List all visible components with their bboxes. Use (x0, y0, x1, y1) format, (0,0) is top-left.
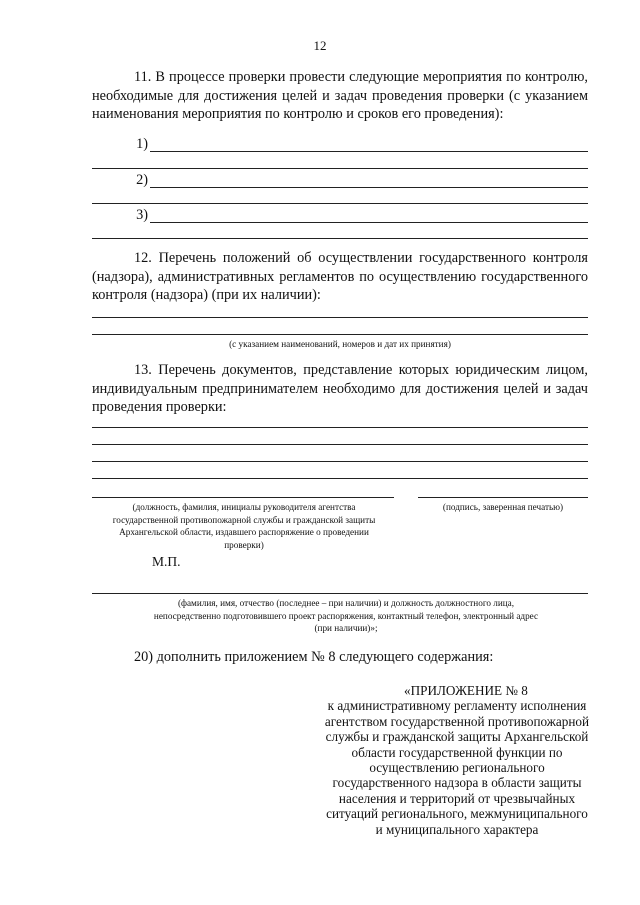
official-line (92, 593, 588, 594)
signature-sign-line (418, 497, 588, 498)
fill-line (150, 222, 588, 223)
item-11-line-3 (92, 207, 588, 227)
page-number: 12 (313, 38, 327, 53)
item-13-text: 13. Перечень документов, представление которых юридическим лицом, индивидуальным предпринимателем необходимо для достижения целей и задач проведения проверки: (92, 362, 588, 415)
item-11-line-1 (92, 136, 588, 156)
fill-line (92, 203, 588, 204)
item-11-line-1-label: 1) (136, 136, 148, 152)
stamp-label: М.П. (152, 554, 181, 569)
fill-line (92, 444, 588, 445)
item-20-text: 20) дополнить приложением № 8 следующего содержания: (134, 649, 494, 665)
fill-line (92, 427, 588, 428)
item-12-text: 12. Перечень положений об осуществлении государственного контроля (надзора), административных регламентов по осуществлению государственного контроля (надзора) (при их наличии): (92, 250, 588, 303)
fill-line (92, 317, 588, 318)
fill-line (92, 168, 588, 169)
official-caption: (фамилия, имя, отчество (последнее – при наличии) и должность должностного лица, непосредственно подготовившего проект распоряжения, контактный телефон, электронный адрес (при наличии)»; (153, 598, 539, 633)
item-11-text: 11. В процессе проверки провести следующие мероприятия по контролю, необходимые для достижения целей и задач проведения проверки (с указанием наименования мероприятия по контролю и сроков его проведения): (92, 69, 588, 122)
item-11-line-2-label: 2) (136, 172, 148, 188)
signature-right-caption: (подпись, заверенная печатью) (442, 502, 564, 512)
annex-body: к административному регламенту исполнения агентством государственной противопожарной службы и гражданской защиты Архангельской области государственной функции по осуществлению регионального государственного надзора в области защиты населения и территорий от чрезвычайных ситуаций регионального, межмуниципального и муниципального характера (324, 698, 590, 837)
fill-line (92, 461, 588, 462)
signature-left-caption: (должность, фамилия, инициалы руководителя агентства государственной противопожарной службы и гражданской защиты Архангельской области, издавшего распоряжение о проведении проверки) (112, 502, 376, 550)
annex-title: «ПРИЛОЖЕНИЕ № 8 (404, 683, 528, 698)
item-12-caption: (с указанием наименований, номеров и дат их принятия) (229, 339, 451, 349)
item-11-line-2 (92, 172, 588, 192)
annex-block (322, 683, 592, 837)
fill-line (150, 151, 588, 152)
fill-line (92, 334, 588, 335)
item-11-line-3-label: 3) (136, 207, 148, 223)
fill-line (92, 238, 588, 239)
fill-line (150, 187, 588, 188)
signature-name-line (92, 497, 394, 498)
fill-line (92, 478, 588, 479)
